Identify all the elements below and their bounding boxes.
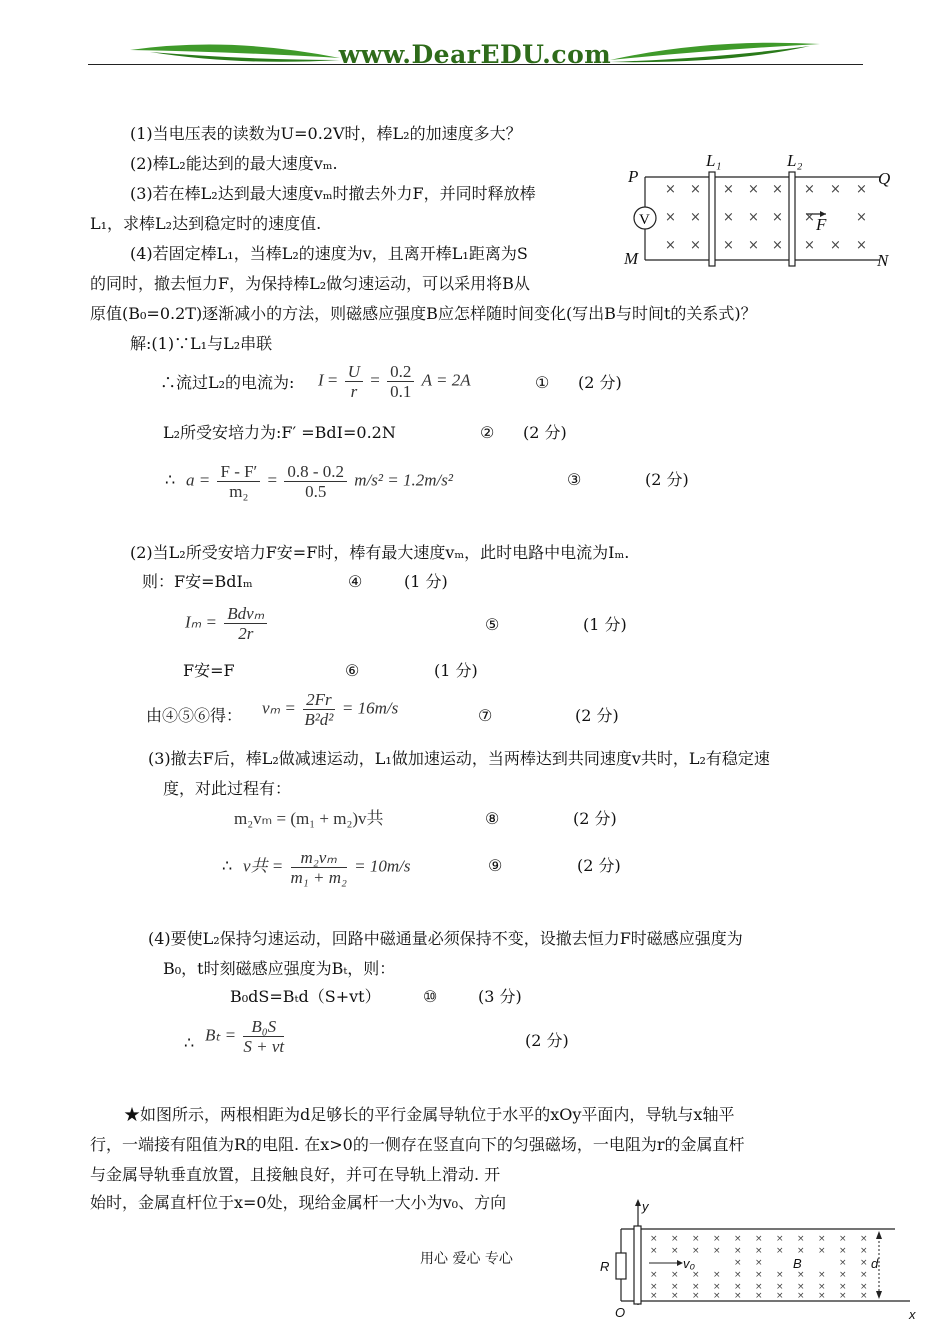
score-3: (2 分)	[645, 470, 689, 489]
label-M: M	[624, 249, 639, 268]
therefore-symbol-3: ∴	[184, 1033, 195, 1052]
label-x: x	[909, 1307, 916, 1320]
solution-derive-label: 由④⑤⑥得：	[146, 706, 243, 725]
field-symbol: ×	[839, 1246, 847, 1256]
question-4-line2: 的同时，撤去恒力F，为保持棒L₂做匀速运动，可以采用将B从	[90, 274, 530, 293]
mark-8: ⑧	[485, 809, 500, 828]
solution-part-4-line1: (4)要使L₂保持匀速运动，回路中磁通量必须保持不变，设撤去恒力F时磁感应强度为	[148, 929, 743, 948]
solution-max-current-formula: Iₘ = $\frac{\text{Bdvₘ}}{2r}$	[185, 604, 270, 643]
solution-step-1: 解:(1)∵L₁与L₂串联	[130, 334, 273, 353]
score-2: (2 分)	[523, 423, 567, 442]
mark-1: ①	[535, 373, 550, 392]
mark-5: ⑤	[485, 615, 500, 634]
field-symbol: ×	[776, 1282, 784, 1292]
field-symbol: ×	[692, 1291, 700, 1301]
header-rule	[88, 64, 863, 65]
field-symbol: ×	[665, 238, 676, 253]
field-symbol: ×	[797, 1234, 805, 1244]
field-symbol: ×	[713, 1246, 721, 1256]
field-symbol: ×	[797, 1270, 805, 1280]
site-name[interactable]: www.DearEDU.com	[338, 40, 612, 69]
therefore-symbol-1: ∴	[165, 470, 176, 489]
field-symbol: ×	[818, 1282, 826, 1292]
figure-rails-rods	[620, 148, 900, 273]
metal-rod	[634, 1226, 641, 1304]
field-symbol: ×	[723, 182, 734, 197]
label-B: B	[793, 1256, 802, 1271]
solution-momentum-eq: m₂vₘ = (m₁ + m₂)v共	[234, 809, 384, 828]
field-symbol: ×	[860, 1282, 868, 1292]
field-symbol: ×	[818, 1270, 826, 1280]
solution-flux-eq: B₀dS=Bₜd（S+vt）	[230, 987, 381, 1006]
score-5: (1 分)	[583, 615, 627, 634]
header-logo	[90, 30, 860, 90]
label-d: d	[871, 1256, 879, 1271]
label-F: F	[816, 215, 827, 234]
solution-part-3-line2: 度，对此过程有：	[163, 779, 292, 798]
solution-part-2: (2)当L₂所受安培力F安=F时，棒有最大速度vₘ，此时电路中电流为Iₘ.	[130, 543, 630, 562]
field-symbol: ×	[671, 1282, 679, 1292]
field-symbol: ×	[804, 182, 815, 197]
field-symbol: ×	[748, 238, 759, 253]
field-symbol: ×	[776, 1291, 784, 1301]
field-symbol: ×	[839, 1282, 847, 1292]
magnetic-field-crosses	[665, 182, 867, 253]
question-4-line1: (4)若固定棒L₁，当棒L₂的速度为v，且离开棒L₁距离为S	[130, 244, 528, 263]
solution-field-formula: Bₜ = $\frac{\text{B₀S}}{S + vt}$	[205, 1017, 285, 1056]
mark-2: ②	[480, 423, 495, 442]
field-symbol: ×	[734, 1258, 742, 1268]
field-symbol: ×	[839, 1270, 847, 1280]
field-symbol: ×	[804, 238, 815, 253]
field-symbol: ×	[818, 1291, 826, 1301]
field-symbol: ×	[755, 1291, 763, 1301]
field-symbol: ×	[755, 1270, 763, 1280]
score-9: (2 分)	[577, 856, 621, 875]
figure-rails-field	[595, 1195, 925, 1320]
score-7: (2 分)	[575, 706, 619, 725]
mark-3: ③	[567, 470, 582, 489]
field-symbol: ×	[671, 1246, 679, 1256]
label-O: O	[615, 1305, 626, 1320]
field-symbol: ×	[734, 1282, 742, 1292]
solution-max-velocity-formula: vₘ = $\frac{2Fr}{\text{B²d²}}$ = 16m/s	[262, 690, 399, 729]
mark-9: ⑨	[488, 856, 503, 875]
field-symbol: ×	[839, 1234, 847, 1244]
field-symbol: ×	[650, 1282, 658, 1292]
solution-current-formula: I = $\frac{U}{r}$ = $\frac{0.2}{0.1}$ A = 2A	[318, 362, 471, 401]
field-symbol: ×	[860, 1246, 868, 1256]
question-3-line1: (3)若在棒L₂达到最大速度vₘ时撤去外力F，并同时释放棒	[130, 184, 536, 203]
field-symbol: ×	[839, 1291, 847, 1301]
mark-10: ⑩	[423, 987, 438, 1006]
field-symbol: ×	[665, 182, 676, 197]
field-symbol: ×	[776, 1234, 784, 1244]
label-N: N	[877, 251, 889, 270]
score-6: (1 分)	[434, 661, 478, 680]
field-symbol: ×	[692, 1234, 700, 1244]
problem2-line4: 始时，金属直杆位于x=0处，现给金属杆一大小为v₀、方向	[90, 1193, 507, 1212]
field-symbol: ×	[830, 182, 841, 197]
solution-ampere-force: L₂所受安培力为:F′ =BdI=0.2N	[163, 423, 396, 442]
rod-L2	[789, 172, 795, 266]
label-L2: L₂	[787, 151, 803, 170]
field-symbol: ×	[713, 1234, 721, 1244]
label-Q: Q	[878, 169, 891, 188]
field-symbol: ×	[692, 1246, 700, 1256]
therefore-symbol-2: ∴	[222, 856, 233, 875]
field-symbol: ×	[856, 182, 867, 197]
voltmeter-label: V	[639, 212, 650, 228]
field-symbol: ×	[856, 238, 867, 253]
field-symbol: ×	[755, 1282, 763, 1292]
problem2-line1: ★如图所示，两根相距为d足够长的平行金属导轨位于水平的xOy平面内，导轨与x轴平	[124, 1105, 735, 1124]
label-R: R	[600, 1259, 610, 1274]
label-y: y	[642, 1199, 649, 1214]
field-symbol: ×	[713, 1282, 721, 1292]
field-symbol: ×	[671, 1291, 679, 1301]
field-symbol: ×	[713, 1270, 721, 1280]
field-symbol: ×	[690, 210, 701, 225]
field-symbol: ×	[772, 210, 783, 225]
field-symbol: ×	[860, 1234, 868, 1244]
label-v0: v₀	[683, 1256, 695, 1271]
score-8: (2 分)	[573, 809, 617, 828]
solution-current-label: ∴流过L₂的电流为:	[160, 373, 295, 392]
field-symbol: ×	[690, 182, 701, 197]
field-symbol: ×	[723, 238, 734, 253]
field-symbol: ×	[755, 1234, 763, 1244]
score-1: (2 分)	[578, 373, 622, 392]
field-symbol: ×	[818, 1234, 826, 1244]
field-symbol: ×	[671, 1270, 679, 1280]
field-symbol: ×	[713, 1291, 721, 1301]
score-4: (1 分)	[404, 572, 448, 591]
solution-acceleration-formula: a = $\frac{F - F'}{\text{m₂}}$ = $\frac{0.8 - 0.2}{0.5}$ m/s² = 1.2m/s²	[186, 462, 453, 501]
field-symbol: ×	[734, 1234, 742, 1244]
mark-4: ④	[348, 572, 363, 591]
field-symbol: ×	[692, 1270, 700, 1280]
solution-common-velocity-formula: v共 = $\frac{\text{m₂vₘ}}{\text{m₁ + m₂}}$ = 10m/s	[243, 848, 411, 887]
mark-7: ⑦	[478, 706, 493, 725]
field-symbol: ×	[776, 1270, 784, 1280]
field-symbol: ×	[650, 1246, 658, 1256]
field-symbol: ×	[650, 1234, 658, 1244]
question-3-line2: L₁，求棒L₂达到稳定时的速度值.	[90, 214, 322, 233]
field-symbol: ×	[797, 1282, 805, 1292]
field-symbol: ×	[723, 210, 734, 225]
field-symbol: ×	[830, 238, 841, 253]
question-4-line3: 原值(B₀=0.2T)逐渐减小的方法，则磁感应强度B应怎样随时间变化(写出B与时间t的关系式)？	[90, 304, 757, 323]
field-symbol: ×	[860, 1258, 868, 1268]
field-symbol: ×	[839, 1258, 847, 1268]
score-11: (2 分)	[525, 1031, 569, 1050]
field-symbol: ×	[734, 1270, 742, 1280]
field-symbol: ×	[692, 1282, 700, 1292]
solution-part-3-line1: (3)撤去F后，棒L₂做减速运动，L₁做加速运动，当两棒达到共同速度v共时，L₂有稳定速	[148, 749, 770, 768]
field-symbol: ×	[860, 1270, 868, 1280]
label-L1: L₁	[706, 151, 722, 170]
field-symbol: ×	[804, 210, 815, 225]
resistor-R	[616, 1253, 626, 1279]
score-10: (3 分)	[478, 987, 522, 1006]
field-symbol: ×	[650, 1291, 658, 1301]
field-symbol: ×	[665, 210, 676, 225]
field-symbol: ×	[772, 182, 783, 197]
field-symbol: ×	[856, 210, 867, 225]
mark-6: ⑥	[345, 661, 360, 680]
field-symbol: ×	[818, 1246, 826, 1256]
problem2-line3: 与金属导轨垂直放置，且接触良好，并可在导轨上滑动. 开	[90, 1165, 501, 1184]
solution-part-4-line2: B₀，t时刻磁感应强度为Bₜ，则：	[163, 959, 396, 978]
field-symbol: ×	[755, 1258, 763, 1268]
footer-slogan: 用心 爱心 专心	[420, 1251, 513, 1267]
field-symbol: ×	[734, 1246, 742, 1256]
field-symbol: ×	[776, 1246, 784, 1256]
solution-force-balance: F安=F	[183, 661, 235, 680]
field-symbol: ×	[734, 1291, 742, 1301]
field-symbol: ×	[797, 1246, 805, 1256]
problem2-line2: 行，一端接有阻值为R的电阻. 在x>0的一侧存在竖直向下的匀强磁场，一电阻为r的金属直杆	[90, 1135, 745, 1154]
solution-ampere-eq: 则：F安=BdIₘ	[142, 572, 253, 591]
question-2: (2)棒L₂能达到的最大速度vₘ.	[130, 154, 338, 173]
field-symbol: ×	[671, 1234, 679, 1244]
field-symbol: ×	[860, 1291, 868, 1301]
question-1: (1)当电压表的读数为U=0.2V时，棒L₂的加速度多大？	[130, 124, 522, 143]
field-symbol: ×	[690, 238, 701, 253]
field-symbol: ×	[755, 1246, 763, 1256]
field-symbol: ×	[748, 210, 759, 225]
field-symbol: ×	[772, 238, 783, 253]
field-symbol: ×	[650, 1270, 658, 1280]
rod-L1	[709, 172, 715, 266]
field-symbol: ×	[748, 182, 759, 197]
label-P: P	[628, 167, 639, 186]
field-symbol: ×	[797, 1291, 805, 1301]
